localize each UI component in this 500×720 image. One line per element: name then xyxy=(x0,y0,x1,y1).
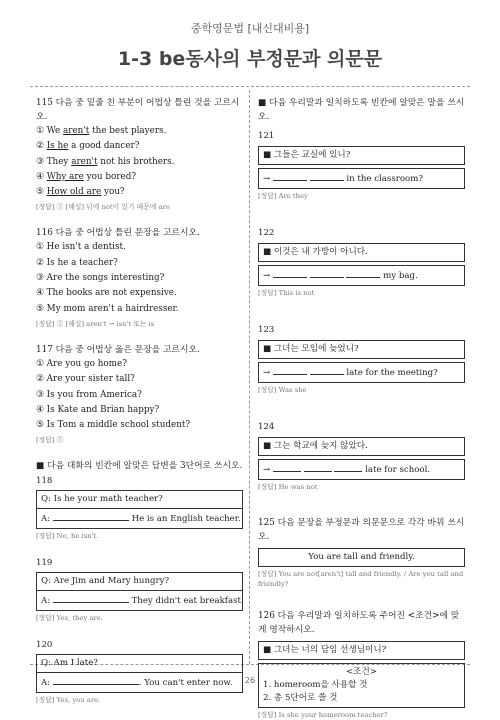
option: ⑤ How old are you? xyxy=(36,187,125,198)
answer-blank[interactable] xyxy=(310,171,344,181)
dialogue-answer: A: They didn't eat breakfast. xyxy=(37,590,242,610)
option: ⑤ Is Tom a middle school student? xyxy=(36,420,191,431)
section-instruction: ■ 다음 대화의 빈칸에 알맞은 답변을 3단어로 쓰시오. xyxy=(36,461,243,472)
answer-key: [정답] Was she xyxy=(258,386,307,394)
section-instruction: ■ 다음 우리말과 일치하도록 빈칸에 알맞은 말을 쓰시오. xyxy=(258,98,465,122)
question-123 xyxy=(258,324,465,395)
answer-blank[interactable] xyxy=(53,593,129,603)
option: ① We aren't the best players. xyxy=(36,126,167,136)
question-number: 118 xyxy=(36,476,53,487)
given-sentence: You are tall and friendly. xyxy=(258,548,465,567)
option: ① He isn't a dentist. xyxy=(36,242,126,253)
korean-sentence: ■ 그녀는 모임에 늦었니? xyxy=(258,340,465,359)
question-prompt: 126 다음 우리말과 일치하도록 주어진 <조건>에 맞게 영작하시오. xyxy=(258,611,460,635)
option: ③ They aren't not his brothers. xyxy=(36,156,175,167)
dialogue-box xyxy=(36,654,243,693)
question-number: 123 xyxy=(258,325,275,335)
condition-item: 2. 총 5단어로 쓸 것 xyxy=(263,693,338,703)
dialogue-box xyxy=(36,572,243,611)
question-number: 119 xyxy=(36,558,53,569)
left-column xyxy=(36,96,243,705)
answer-blank[interactable] xyxy=(273,171,307,181)
question-115 xyxy=(36,96,243,212)
question-124 xyxy=(258,421,465,492)
dialogue-answer: A: He is an English teacher. xyxy=(37,508,242,528)
column-divider xyxy=(249,90,250,664)
answer-blank[interactable] xyxy=(304,462,332,472)
answer-blank[interactable] xyxy=(273,462,301,472)
answer-blank[interactable] xyxy=(273,365,307,375)
answer-key: [정답] ⑤ xyxy=(36,436,64,445)
answer-blank[interactable] xyxy=(346,268,380,278)
option: ② Are your sister tall? xyxy=(36,374,135,385)
answer-key: [정답] Are they xyxy=(258,192,308,200)
korean-sentence: ■ 그녀는 너의 담임 선생님이니? xyxy=(258,641,465,660)
answer-key: [정답] You are not[aren't] tall and friendly. / Are you tall and friendly? xyxy=(258,570,464,588)
question-126 xyxy=(258,609,465,720)
option-list xyxy=(36,124,243,200)
page-number: 26 xyxy=(244,676,256,685)
answer-blank[interactable] xyxy=(53,675,139,685)
question-number: 124 xyxy=(258,422,275,432)
question-116 xyxy=(36,226,243,328)
dialogue-question: Q: Is he your math teacher? xyxy=(41,494,163,505)
dialogue-question: Q: Am I late? xyxy=(41,658,98,669)
right-column xyxy=(258,96,465,720)
section-118-120 xyxy=(36,459,243,705)
page-title: 1-3 be동사의 부정문과 의문문 xyxy=(117,48,383,70)
question-prompt: 115 다음 중 밑줄 친 부분이 어법상 틀린 것을 고르시오. xyxy=(36,98,240,122)
book-subtitle: 중학영문법 [내신대비용] xyxy=(190,22,310,35)
question-prompt: 125 다음 문장을 부정문과 의문문으로 각각 바꿔 쓰시오. xyxy=(258,518,465,542)
dialogue-box xyxy=(36,490,243,529)
condition-title: <조건> xyxy=(345,667,377,677)
condition-item: 1. homeroom을 사용할 것 xyxy=(263,680,368,690)
answer-key: [정답] ③ [해설] 뒤에 not이 있기 때문에 are xyxy=(36,203,170,212)
dialogue-question: Q: Are Jim and Mary hungry? xyxy=(41,576,170,587)
question-121 xyxy=(258,130,465,201)
option: ② Is he a teacher? xyxy=(36,257,118,268)
answer-key: [정답] Is she your homeroom teacher? xyxy=(258,711,388,719)
korean-sentence: ■ 이것은 내 가방이 아니다. xyxy=(258,243,465,262)
answer-key: [정답] This is not xyxy=(258,289,315,297)
option: ④ Why are you bored? xyxy=(36,171,137,182)
question-117 xyxy=(36,343,243,445)
answer-blank[interactable] xyxy=(53,511,129,521)
answer-blank[interactable] xyxy=(310,268,344,278)
korean-sentence: ■ 그는 학교에 늦지 않았다. xyxy=(258,437,465,456)
english-sentence: → late for the meeting? xyxy=(258,362,465,383)
answer-key: [정답] No, he isn't. xyxy=(36,532,99,541)
answer-key: [정답] Yes, they are. xyxy=(36,614,103,623)
english-sentence: → in the classroom? xyxy=(258,168,465,189)
answer-blank[interactable] xyxy=(334,462,362,472)
question-prompt: 116 다음 중 어법상 틀린 문장을 고르시오. xyxy=(36,228,200,239)
question-number: 121 xyxy=(258,131,275,141)
question-125 xyxy=(258,516,465,589)
english-sentence: → my bag. xyxy=(258,265,465,286)
answer-key: [정답] ⑤ [해설] aren't → isn't 또는 is xyxy=(36,319,155,328)
answer-key: [정답] He was not xyxy=(258,483,318,491)
option: ③ Is you from America? xyxy=(36,389,142,400)
option: ② Is he a good dancer? xyxy=(36,141,140,152)
question-122 xyxy=(258,227,465,298)
answer-key: [정답] Yes, you are. xyxy=(36,696,101,705)
answer-blank[interactable] xyxy=(310,365,344,375)
option: ③ Are the songs interesting? xyxy=(36,273,165,284)
answer-blank[interactable] xyxy=(273,268,307,278)
option: ④ Is Kate and Brian happy? xyxy=(36,404,160,415)
option: ① Are you go home? xyxy=(36,358,127,369)
korean-sentence: ■ 그들은 교실에 있니? xyxy=(258,146,465,165)
question-number: 120 xyxy=(36,640,53,651)
dialogue-answer: A: . You can't enter now. xyxy=(37,672,242,692)
question-prompt: 117 다음 중 어법상 옳은 문장을 고르시오. xyxy=(36,344,200,355)
english-sentence: → late for school. xyxy=(258,459,465,480)
option: ④ The books are not expensive. xyxy=(36,288,177,299)
top-divider xyxy=(30,86,470,87)
condition-box xyxy=(258,663,465,708)
question-number: 122 xyxy=(258,228,275,238)
option: ⑤ My mom aren't a hairdresser. xyxy=(36,303,179,314)
